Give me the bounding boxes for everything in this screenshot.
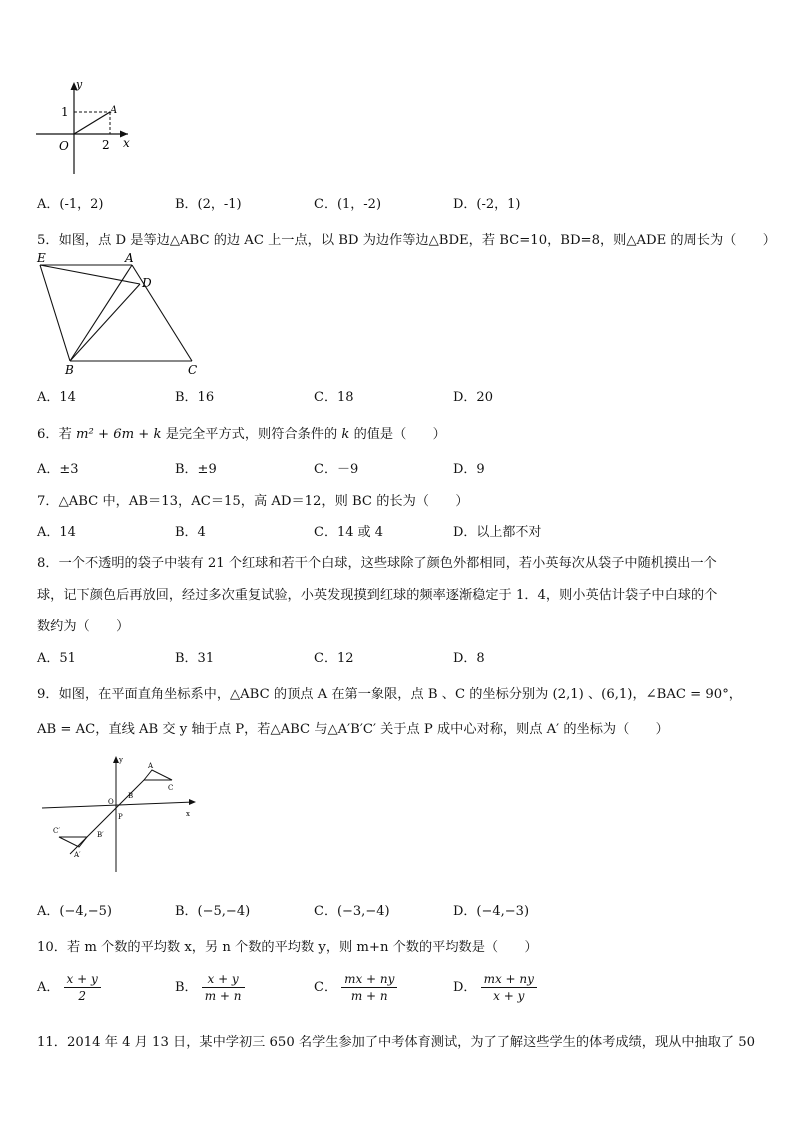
segment-ac: [132, 265, 192, 361]
label-d: D: [142, 276, 152, 290]
q8-stem-line2: 球，记下颜色后再放回，经过多次重复试验，小英发现摸到红球的频率逐渐稳定于 1．4，则小英估计袋子中白球的个: [37, 588, 718, 603]
q4-figure: [34, 78, 134, 176]
denominator: m + n: [204, 989, 242, 1003]
q7-option-a[interactable]: A．14: [37, 525, 76, 540]
q10-option-d[interactable]: [453, 972, 537, 1003]
q11-stem: 11．2014 年 4 月 13 日，某中学初三 650 名学生参加了中考体育测试，为了了解这些学生的体考成绩，现从中抽取了 50: [37, 1035, 756, 1050]
q8-option-b[interactable]: B．31: [175, 651, 215, 666]
fraction: [481, 972, 537, 1003]
point-a-label: A: [148, 762, 154, 770]
q10-stem: 10．若 m 个数的平均数 x，另 n 个数的平均数 y，则 m+n 个数的平均数是（ ）: [37, 940, 538, 955]
x-label: x: [123, 136, 130, 150]
numerator: mx + ny: [481, 972, 537, 988]
q7-option-b[interactable]: B．4: [175, 525, 206, 540]
q6-option-a[interactable]: A．±3: [37, 462, 79, 477]
q8-stem-line3: 数约为（ ）: [37, 619, 130, 634]
origin-label: O: [108, 798, 114, 806]
q10-option-b[interactable]: [175, 972, 245, 1003]
option-letter: B．: [175, 980, 198, 995]
q9-option-a[interactable]: A．(−4,−5): [37, 904, 112, 919]
fraction: [202, 972, 245, 1003]
q5-stem: 5．如图，点 D 是等边△ABC 的边 AC 上一点，以 BD 为边作等边△BDE，若 BC=10，BD=8，则△ADE 的周长为（ ）: [37, 233, 776, 248]
segment-bd: [70, 284, 140, 361]
q6-variable-k: k: [341, 427, 350, 442]
q6-option-d[interactable]: D．9: [453, 462, 485, 477]
q5-option-b[interactable]: B．16: [175, 390, 215, 405]
x-axis-arrow: [189, 799, 196, 805]
q5-option-c[interactable]: C．18: [314, 390, 354, 405]
y-tick-label: 1: [61, 105, 69, 119]
denominator: x + y: [493, 989, 525, 1003]
numerator: x + y: [202, 972, 245, 988]
q9-option-b[interactable]: B．(−5,−4): [175, 904, 251, 919]
q8-option-d[interactable]: D．8: [453, 651, 485, 666]
x-tick-label: 2: [102, 138, 110, 152]
x-axis: [42, 802, 194, 808]
q6-stem-end: 的值是（ ）: [353, 427, 446, 442]
q5-figure: [34, 250, 204, 376]
option-letter: C．: [314, 980, 337, 995]
x-label: x: [186, 810, 190, 818]
q10-option-c[interactable]: [314, 972, 397, 1003]
q7-option-c[interactable]: C．14 或 4: [314, 525, 384, 540]
fraction: [341, 972, 397, 1003]
segment-ab: [70, 265, 132, 361]
label-e: E: [37, 251, 46, 265]
segment-ed: [40, 265, 140, 284]
q6-option-c[interactable]: C．－9: [314, 462, 359, 477]
denominator: m + n: [350, 989, 388, 1003]
y-label: y: [119, 756, 123, 764]
q6-expression: m² + 6m + k: [75, 427, 162, 442]
q8-option-a[interactable]: A．51: [37, 651, 76, 666]
q9-option-c[interactable]: C．(−3,−4): [314, 904, 390, 919]
label-b: B: [65, 363, 74, 376]
segment-eb: [40, 265, 70, 361]
point-c-label: C: [168, 784, 174, 792]
q9-stem-line1: 9．如图，在平面直角坐标系中，△ABC 的顶点 A 在第一象限，点 B 、C 的坐标分别为 (2,1) 、(6,1)，∠BAC = 90°，: [37, 687, 742, 702]
label-a: A: [125, 251, 134, 265]
option-letter: A．: [37, 980, 60, 995]
q6-stem: [37, 423, 446, 442]
point-c1-label: C′: [53, 827, 60, 835]
q9-option-d[interactable]: D．(−4,−3): [453, 904, 530, 919]
point-a1-label: A′: [74, 851, 81, 859]
q8-option-c[interactable]: C．12: [314, 651, 354, 666]
triangle-a1b1c1: [59, 837, 87, 847]
numerator: x + y: [64, 972, 101, 988]
fraction: [64, 972, 101, 1003]
q6-stem-middle: 是完全平方式，则符合条件的: [165, 427, 338, 442]
q9-stem-line2: AB = AC，直线 AB 交 y 轴于点 P，若△ABC 与△A′B′C′ 关于点 P 成中心对称，则点 A′ 的坐标为（ ）: [37, 722, 669, 737]
q6-stem-prefix: 6．若: [37, 427, 72, 442]
point-a-label: A: [110, 105, 118, 116]
label-c: C: [188, 363, 198, 376]
origin-label: O: [59, 139, 69, 153]
y-label: y: [76, 78, 83, 91]
point-b1-label: B′: [97, 831, 104, 839]
q9-figure: [40, 754, 200, 874]
numerator: mx + ny: [341, 972, 397, 988]
segment-oa: [74, 112, 110, 134]
q4-option-a[interactable]: A．(-1，2): [37, 197, 104, 212]
q7-stem: 7．△ABC 中，AB＝13，AC＝15，高 AD＝12，则 BC 的长为（ ）: [37, 494, 469, 509]
option-letter: D．: [453, 980, 477, 995]
q5-option-a[interactable]: A．14: [37, 390, 76, 405]
point-b-label: B: [128, 792, 134, 800]
denominator: 2: [78, 989, 86, 1003]
point-p-label: P: [118, 813, 123, 821]
q5-option-d[interactable]: D．20: [453, 390, 493, 405]
q6-option-b[interactable]: B．±9: [175, 462, 217, 477]
q4-option-d[interactable]: D．(-2，1): [453, 197, 521, 212]
q4-option-b[interactable]: B．(2，-1): [175, 197, 242, 212]
q4-option-c[interactable]: C．(1，-2): [314, 197, 382, 212]
q8-stem-line1: 8．一个不透明的袋子中装有 21 个红球和若干个白球，这些球除了颜色外都相同，若小英每次从袋子中随机摸出一个: [37, 556, 717, 571]
q7-option-d[interactable]: D．以上都不对: [453, 525, 542, 540]
triangle-abc: [144, 770, 172, 780]
q10-option-a[interactable]: [37, 972, 101, 1003]
